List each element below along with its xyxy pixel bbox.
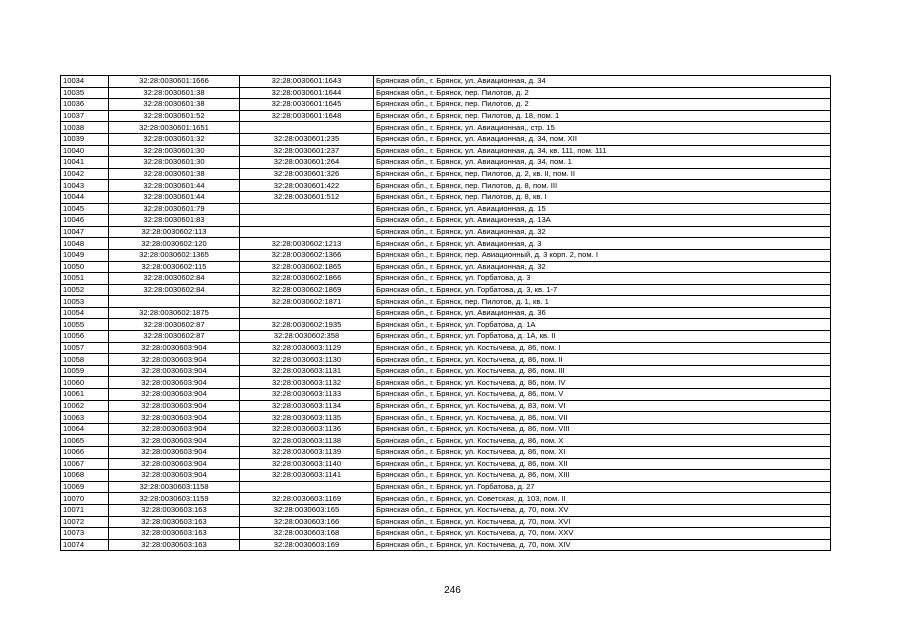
object-cadastral-number-cell: 32:28:0030603:1139 (240, 447, 374, 459)
parcel-cadastral-number-cell: 32:28:0030601:79 (109, 203, 240, 215)
row-number-cell: 10043 (61, 180, 109, 192)
object-cadastral-number-cell: 32:28:0030602:1866 (240, 273, 374, 285)
parcel-cadastral-number-cell: 32:28:0030601:44 (109, 180, 240, 192)
object-cadastral-number-cell: 32:28:0030603:1132 (240, 377, 374, 389)
table-row (61, 377, 831, 389)
parcel-cadastral-number-cell: 32:28:0030603:163 (109, 516, 240, 528)
row-number-cell: 10056 (61, 331, 109, 343)
address-cell: Брянская обл., г. Брянск, ул. Авиационная, д. 13А (374, 215, 831, 227)
table-row (61, 145, 831, 157)
object-cadastral-number-cell: 32:28:0030603:1129 (240, 342, 374, 354)
row-number-cell: 10038 (61, 122, 109, 134)
object-cadastral-number-cell: 32:28:0030602:1366 (240, 249, 374, 261)
parcel-cadastral-number-cell: 32:28:0030603:163 (109, 528, 240, 540)
object-cadastral-number-cell: 32:28:0030601:326 (240, 168, 374, 180)
parcel-cadastral-number-cell: 32:28:0030603:163 (109, 504, 240, 516)
row-number-cell: 10058 (61, 354, 109, 366)
parcel-cadastral-number-cell: 32:28:0030602:84 (109, 284, 240, 296)
address-cell: Брянская обл., г. Брянск, пер. Пилотов, д. 1, кв. 1 (374, 296, 831, 308)
parcel-cadastral-number-cell: 32:28:0030601:30 (109, 157, 240, 169)
object-cadastral-number-cell: 32:28:0030603:1136 (240, 423, 374, 435)
object-cadastral-number-cell: 32:28:0030603:1131 (240, 365, 374, 377)
parcel-cadastral-number-cell: 32:28:0030602:1365 (109, 249, 240, 261)
parcel-cadastral-number-cell: 32:28:0030602:87 (109, 331, 240, 343)
parcel-cadastral-number-cell: 32:28:0030603:904 (109, 365, 240, 377)
row-number-cell: 10048 (61, 238, 109, 250)
table-row (61, 249, 831, 261)
object-cadastral-number-cell: 32:28:0030601:237 (240, 145, 374, 157)
table-row (61, 168, 831, 180)
row-number-cell: 10045 (61, 203, 109, 215)
address-cell: Брянская обл., г. Брянск, ул. Костычева, д. 86, пом. IV (374, 377, 831, 389)
parcel-cadastral-number-cell: 32:28:0030603:904 (109, 377, 240, 389)
row-number-cell: 10074 (61, 539, 109, 551)
object-cadastral-number-cell: 32:28:0030602:1865 (240, 261, 374, 273)
object-cadastral-number-cell: 32:28:0030603:1134 (240, 400, 374, 412)
parcel-cadastral-number-cell: 32:28:0030602:1875 (109, 307, 240, 319)
parcel-cadastral-number-cell: 32:28:0030601:30 (109, 145, 240, 157)
table-row (61, 539, 831, 551)
object-cadastral-number-cell: 32:28:0030601:1645 (240, 99, 374, 111)
object-cadastral-number-cell: 32:28:0030603:165 (240, 504, 374, 516)
object-cadastral-number-cell: 32:28:0030602:358 (240, 331, 374, 343)
row-number-cell: 10053 (61, 296, 109, 308)
row-number-cell: 10069 (61, 481, 109, 493)
table-row (61, 180, 831, 192)
row-number-cell: 10061 (61, 389, 109, 401)
parcel-cadastral-number-cell: 32:28:0030602:115 (109, 261, 240, 273)
row-number-cell: 10067 (61, 458, 109, 470)
table-row (61, 203, 831, 215)
row-number-cell: 10064 (61, 423, 109, 435)
address-cell: Брянская обл., г. Брянск, ул. Костычева, д. 86, пом. I (374, 342, 831, 354)
table-row (61, 319, 831, 331)
parcel-cadastral-number-cell: 32:28:0030603:904 (109, 470, 240, 482)
parcel-cadastral-number-cell: 32:28:0030601:1666 (109, 76, 240, 88)
address-cell: Брянская обл., г. Брянск, ул. Авиационная, д. 34, кв. 111, пом. 111 (374, 145, 831, 157)
row-number-cell: 10044 (61, 191, 109, 203)
address-cell: Брянская обл., г. Брянск, ул. Костычева, д. 70, пом. XV (374, 504, 831, 516)
parcel-cadastral-number-cell: 32:28:0030602:84 (109, 273, 240, 285)
object-cadastral-number-cell: 32:28:0030603:1138 (240, 435, 374, 447)
registry-table (60, 75, 831, 551)
parcel-cadastral-number-cell: 32:28:0030601:38 (109, 168, 240, 180)
parcel-cadastral-number-cell: 32:28:0030603:904 (109, 458, 240, 470)
object-cadastral-number-cell (240, 481, 374, 493)
table-row (61, 423, 831, 435)
table-row (61, 76, 831, 88)
table-row (61, 412, 831, 424)
table-row (61, 238, 831, 250)
address-cell: Брянская обл., г. Брянск, ул. Костычева, д. 83, пом. VI (374, 400, 831, 412)
object-cadastral-number-cell: 32:28:0030601:512 (240, 191, 374, 203)
parcel-cadastral-number-cell: 32:28:0030601:52 (109, 110, 240, 122)
row-number-cell: 10041 (61, 157, 109, 169)
object-cadastral-number-cell: 32:28:0030601:235 (240, 133, 374, 145)
row-number-cell: 10052 (61, 284, 109, 296)
parcel-cadastral-number-cell: 32:28:0030602:120 (109, 238, 240, 250)
row-number-cell: 10059 (61, 365, 109, 377)
table-row (61, 296, 831, 308)
row-number-cell: 10072 (61, 516, 109, 528)
table-row (61, 273, 831, 285)
table-row (61, 215, 831, 227)
object-cadastral-number-cell: 32:28:0030602:1869 (240, 284, 374, 296)
address-cell: Брянская обл., г. Брянск, ул. Горбатова, д. 1А (374, 319, 831, 331)
object-cadastral-number-cell (240, 307, 374, 319)
row-number-cell: 10063 (61, 412, 109, 424)
table-row (61, 447, 831, 459)
parcel-cadastral-number-cell: 32:28:0030603:904 (109, 342, 240, 354)
address-cell: Брянская обл., г. Брянск, ул. Костычева, д. 86, пом. II (374, 354, 831, 366)
parcel-cadastral-number-cell: 32:28:0030603:904 (109, 412, 240, 424)
table-row (61, 354, 831, 366)
parcel-cadastral-number-cell: 32:28:0030601:32 (109, 133, 240, 145)
table-row (61, 342, 831, 354)
parcel-cadastral-number-cell: 32:28:0030601:1651 (109, 122, 240, 134)
address-cell: Брянская обл., г. Брянск, ул. Советская, д. 103, пом. II (374, 493, 831, 505)
address-cell: Брянская обл., г. Брянск, ул. Авиационная, д. 32 (374, 261, 831, 273)
object-cadastral-number-cell: 32:28:0030603:1141 (240, 470, 374, 482)
address-cell: Брянская обл., г. Брянск, ул. Костычева, д. 86, пом. XII (374, 458, 831, 470)
address-cell: Брянская обл., г. Брянск, ул. Авиационная, д. 34, пом. 1 (374, 157, 831, 169)
object-cadastral-number-cell: 32:28:0030603:1169 (240, 493, 374, 505)
parcel-cadastral-number-cell: 32:28:0030602:113 (109, 226, 240, 238)
address-cell: Брянская обл., г. Брянск, ул. Костычева, д. 86, пом. XIII (374, 470, 831, 482)
table-row (61, 87, 831, 99)
table-row (61, 493, 831, 505)
object-cadastral-number-cell (240, 122, 374, 134)
table-row (61, 504, 831, 516)
address-cell: Брянская обл., г. Брянск, пер. Пилотов, д. 2, кв. II, пом. II (374, 168, 831, 180)
row-number-cell: 10057 (61, 342, 109, 354)
table-row (61, 122, 831, 134)
table-row (61, 226, 831, 238)
address-cell: Брянская обл., г. Брянск, ул. Костычева, д. 86, пом. XI (374, 447, 831, 459)
address-cell: Брянская обл., г. Брянск, ул. Авиационная, д. 34, пом. XII (374, 133, 831, 145)
row-number-cell: 10034 (61, 76, 109, 88)
object-cadastral-number-cell: 32:28:0030603:1135 (240, 412, 374, 424)
table-row (61, 400, 831, 412)
parcel-cadastral-number-cell: 32:28:0030603:904 (109, 423, 240, 435)
parcel-cadastral-number-cell: 32:28:0030601:44 (109, 191, 240, 203)
row-number-cell: 10071 (61, 504, 109, 516)
address-cell: Брянская обл., г. Брянск, ул. Костычева, д. 86, пом. V (374, 389, 831, 401)
table-row (61, 307, 831, 319)
object-cadastral-number-cell: 32:28:0030602:1871 (240, 296, 374, 308)
object-cadastral-number-cell: 32:28:0030603:166 (240, 516, 374, 528)
row-number-cell: 10073 (61, 528, 109, 540)
address-cell: Брянская обл., г. Брянск, пер. Пилотов, д. 18, пом. 1 (374, 110, 831, 122)
object-cadastral-number-cell: 32:28:0030601:1643 (240, 76, 374, 88)
row-number-cell: 10039 (61, 133, 109, 145)
row-number-cell: 10035 (61, 87, 109, 99)
row-number-cell: 10055 (61, 319, 109, 331)
address-cell: Брянская обл., г. Брянск, пер. Пилотов, д. 2 (374, 99, 831, 111)
address-cell: Брянская обл., г. Брянск, ул. Костычева, д. 70, пом. XIV (374, 539, 831, 551)
parcel-cadastral-number-cell: 32:28:0030603:904 (109, 389, 240, 401)
object-cadastral-number-cell: 32:28:0030601:1644 (240, 87, 374, 99)
row-number-cell: 10051 (61, 273, 109, 285)
table-row (61, 516, 831, 528)
table-row (61, 191, 831, 203)
object-cadastral-number-cell: 32:28:0030603:168 (240, 528, 374, 540)
row-number-cell: 10036 (61, 99, 109, 111)
address-cell: Брянская обл., г. Брянск, ул. Авиационная, д. 36 (374, 307, 831, 319)
row-number-cell: 10037 (61, 110, 109, 122)
object-cadastral-number-cell: 32:28:0030603:1130 (240, 354, 374, 366)
registry-table-body (61, 76, 831, 551)
address-cell: Брянская обл., г. Брянск, пер. Пилотов, д. 8, кв. I (374, 191, 831, 203)
parcel-cadastral-number-cell: 32:28:0030603:1158 (109, 481, 240, 493)
object-cadastral-number-cell: 32:28:0030603:169 (240, 539, 374, 551)
address-cell: Брянская обл., г. Брянск, ул. Горбатова, д. 1А, кв. II (374, 331, 831, 343)
parcel-cadastral-number-cell: 32:28:0030603:1159 (109, 493, 240, 505)
row-number-cell: 10050 (61, 261, 109, 273)
address-cell: Брянская обл., г. Брянск, ул. Костычева, д. 86, пом. III (374, 365, 831, 377)
row-number-cell: 10046 (61, 215, 109, 227)
address-cell: Брянская обл., г. Брянск, пер. Пилотов, д. 2 (374, 87, 831, 99)
object-cadastral-number-cell: 32:28:0030601:264 (240, 157, 374, 169)
row-number-cell: 10054 (61, 307, 109, 319)
row-number-cell: 10040 (61, 145, 109, 157)
table-row (61, 389, 831, 401)
row-number-cell: 10062 (61, 400, 109, 412)
row-number-cell: 10070 (61, 493, 109, 505)
address-cell: Брянская обл., г. Брянск, ул. Костычева, д. 70, пом. XVI (374, 516, 831, 528)
object-cadastral-number-cell: 32:28:0030601:422 (240, 180, 374, 192)
table-row (61, 481, 831, 493)
object-cadastral-number-cell: 32:28:0030603:1133 (240, 389, 374, 401)
parcel-cadastral-number-cell (109, 296, 240, 308)
row-number-cell: 10068 (61, 470, 109, 482)
row-number-cell: 10047 (61, 226, 109, 238)
table-row (61, 458, 831, 470)
row-number-cell: 10049 (61, 249, 109, 261)
object-cadastral-number-cell: 32:28:0030601:1648 (240, 110, 374, 122)
object-cadastral-number-cell: 32:28:0030603:1140 (240, 458, 374, 470)
parcel-cadastral-number-cell: 32:28:0030603:904 (109, 447, 240, 459)
address-cell: Брянская обл., г. Брянск, ул. Авиационная, д. 32 (374, 226, 831, 238)
object-cadastral-number-cell: 32:28:0030602:1213 (240, 238, 374, 250)
table-row (61, 435, 831, 447)
address-cell: Брянская обл., г. Брянск, ул. Костычева, д. 86, пом. VIII (374, 423, 831, 435)
parcel-cadastral-number-cell: 32:28:0030603:904 (109, 354, 240, 366)
address-cell: Брянская обл., г. Брянск, ул. Горбатова, д. 3 (374, 273, 831, 285)
address-cell: Брянская обл., г. Брянск, ул. Костычева, д. 86, пом. VII (374, 412, 831, 424)
address-cell: Брянская обл., г. Брянск, ул. Авиационная, д. 3 (374, 238, 831, 250)
parcel-cadastral-number-cell: 32:28:0030603:163 (109, 539, 240, 551)
address-cell: Брянская обл., г. Брянск, ул. Авиационная, д. 15 (374, 203, 831, 215)
row-number-cell: 10066 (61, 447, 109, 459)
table-row (61, 331, 831, 343)
parcel-cadastral-number-cell: 32:28:0030603:904 (109, 400, 240, 412)
address-cell: Брянская обл., г. Брянск, ул. Горбатова, д. 27 (374, 481, 831, 493)
object-cadastral-number-cell (240, 226, 374, 238)
address-cell: Брянская обл., г. Брянск, ул. Авиационная,, стр. 15 (374, 122, 831, 134)
parcel-cadastral-number-cell: 32:28:0030601:38 (109, 99, 240, 111)
parcel-cadastral-number-cell: 32:28:0030603:904 (109, 435, 240, 447)
table-row (61, 133, 831, 145)
row-number-cell: 10060 (61, 377, 109, 389)
object-cadastral-number-cell (240, 215, 374, 227)
address-cell: Брянская обл., г. Брянск, ул. Костычева, д. 86, пом. X (374, 435, 831, 447)
table-row (61, 261, 831, 273)
address-cell: Брянская обл., г. Брянск, пер. Пилотов, д. 8, пом. III (374, 180, 831, 192)
row-number-cell: 10042 (61, 168, 109, 180)
parcel-cadastral-number-cell: 32:28:0030601:38 (109, 87, 240, 99)
address-cell: Брянская обл., г. Брянск, ул. Костычева, д. 70, пом. XXV (374, 528, 831, 540)
address-cell: Брянская обл., г. Брянск, ул. Горбатова, д. 3, кв. 1-7 (374, 284, 831, 296)
table-row (61, 528, 831, 540)
table-row (61, 157, 831, 169)
parcel-cadastral-number-cell: 32:28:0030601:83 (109, 215, 240, 227)
table-row (61, 99, 831, 111)
page-number: 246 (444, 585, 461, 596)
parcel-cadastral-number-cell: 32:28:0030602:87 (109, 319, 240, 331)
object-cadastral-number-cell (240, 203, 374, 215)
object-cadastral-number-cell: 32:28:0030602:1935 (240, 319, 374, 331)
table-row (61, 470, 831, 482)
row-number-cell: 10065 (61, 435, 109, 447)
address-cell: Брянская обл., г. Брянск, ул. Авиационная, д. 34 (374, 76, 831, 88)
table-row (61, 110, 831, 122)
table-row (61, 365, 831, 377)
address-cell: Брянская обл., г. Брянск, пер. Авиационный, д. 3 корп. 2, пом. I (374, 249, 831, 261)
table-row (61, 284, 831, 296)
